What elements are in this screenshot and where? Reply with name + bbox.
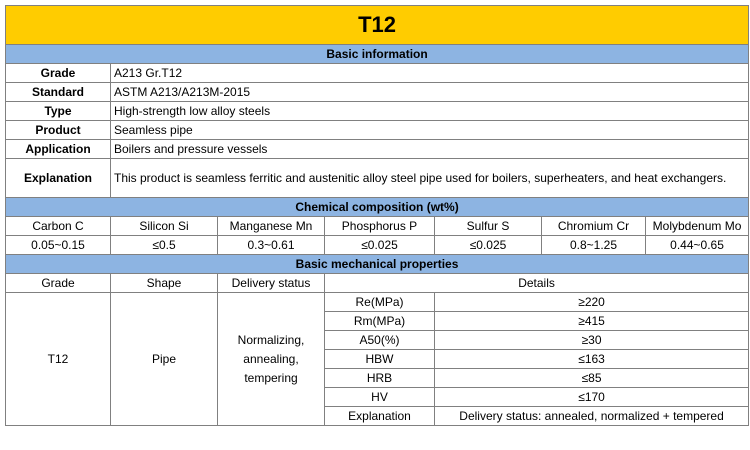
chem-header: Phosphorus P (325, 217, 435, 236)
info-label: Explanation (6, 159, 111, 198)
info-row-grade (6, 64, 749, 83)
mech-prop-value: Delivery status: annealed, normalized + tempered (435, 407, 749, 426)
mech-prop-name: Explanation (325, 407, 435, 426)
page-title: T12 (6, 6, 749, 45)
mech-header-row (6, 274, 749, 293)
chem-value: 0.8~1.25 (542, 236, 646, 255)
mech-header-grade: Grade (6, 274, 111, 293)
chem-value: 0.3~0.61 (218, 236, 325, 255)
info-label: Type (6, 102, 111, 121)
spec-table (5, 5, 749, 426)
mech-prop-name: HV (325, 388, 435, 407)
info-value: This product is seamless ferritic and austenitic alloy steel pipe used for boilers, superheaters, and heat exchangers. (111, 159, 749, 198)
mech-prop-value: ≥30 (435, 331, 749, 350)
info-label: Application (6, 140, 111, 159)
chem-value: ≤0.025 (435, 236, 542, 255)
mech-shape: Pipe (111, 293, 218, 426)
mech-grade: T12 (6, 293, 111, 426)
mech-header-details: Details (325, 274, 749, 293)
chem-header: Sulfur S (435, 217, 542, 236)
info-row-application (6, 140, 749, 159)
chem-value: ≤0.025 (325, 236, 435, 255)
info-row-standard (6, 83, 749, 102)
mech-prop-value: ≥415 (435, 312, 749, 331)
info-row-type (6, 102, 749, 121)
mech-prop-name: Rm(MPa) (325, 312, 435, 331)
chem-value: ≤0.5 (111, 236, 218, 255)
mech-header-delivery: Delivery status (218, 274, 325, 293)
section-chemical: Chemical composition (wt%) (6, 198, 749, 217)
mech-prop-value: ≥220 (435, 293, 749, 312)
chem-header-row (6, 217, 749, 236)
mech-header-shape: Shape (111, 274, 218, 293)
chem-value-row (6, 236, 749, 255)
chem-header: Molybdenum Mo (646, 217, 749, 236)
mech-prop-value: ≤163 (435, 350, 749, 369)
section-mechanical: Basic mechanical properties (6, 255, 749, 274)
mech-delivery-status: Normalizing, annealing, tempering (218, 293, 325, 426)
chem-header: Carbon C (6, 217, 111, 236)
chem-header: Silicon Si (111, 217, 218, 236)
chem-header: Chromium Cr (542, 217, 646, 236)
mech-prop-name: Re(MPa) (325, 293, 435, 312)
info-value: Seamless pipe (111, 121, 749, 140)
info-label: Grade (6, 64, 111, 83)
mech-prop-name: HRB (325, 369, 435, 388)
mech-prop-value: ≤170 (435, 388, 749, 407)
info-value: A213 Gr.T12 (111, 64, 749, 83)
info-row-product (6, 121, 749, 140)
mech-row (6, 293, 749, 312)
spec-sheet (5, 5, 748, 448)
mech-prop-name: HBW (325, 350, 435, 369)
chem-header: Manganese Mn (218, 217, 325, 236)
mech-prop-value: ≤85 (435, 369, 749, 388)
chem-value: 0.05~0.15 (6, 236, 111, 255)
info-value: ASTM A213/A213M-2015 (111, 83, 749, 102)
mech-prop-name: A50(%) (325, 331, 435, 350)
info-value: Boilers and pressure vessels (111, 140, 749, 159)
info-label: Standard (6, 83, 111, 102)
chem-value: 0.44~0.65 (646, 236, 749, 255)
info-value: High-strength low alloy steels (111, 102, 749, 121)
section-basic-info: Basic information (6, 45, 749, 64)
info-row-explanation (6, 159, 749, 198)
info-label: Product (6, 121, 111, 140)
